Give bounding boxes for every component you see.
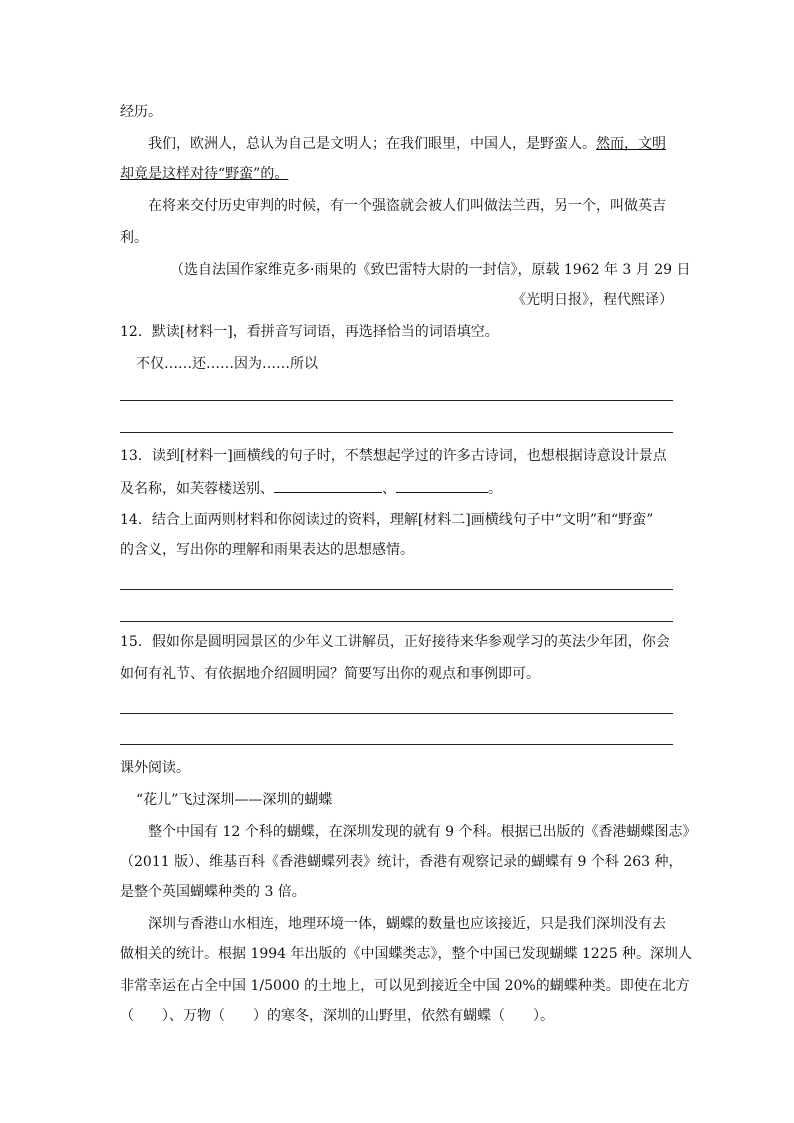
extra-paragraph-2-line-2: 做相关的统计。根据 1994 年出版的《中国蝶类志》，整个中国已发现蝴蝶 1225 种。深圳人: [120, 946, 693, 962]
answer-line-q15-2[interactable]: [120, 744, 673, 745]
material2-underlined-sentence-end: 却竟是这样对待“野蛮”的。: [120, 166, 289, 182]
material2-paragraph-1-line-1: [148, 134, 666, 154]
fill-blank-1[interactable]: [274, 478, 382, 493]
question-12-word-options: 不仅……还……因为……所以: [136, 356, 318, 372]
question-13-period: 。: [488, 481, 502, 497]
extra-reading-title: “花儿”飞过深圳——深圳的蝴蝶: [136, 792, 333, 808]
extra-paragraph-2-line-1: 深圳与香港山水相连，地理环境一体，蝴蝶的数量也应该接近，只是我们深圳没有去: [148, 916, 666, 932]
extra-reading-heading: 课外阅读。: [120, 760, 190, 776]
material2-plain-text: 我们，欧洲人，总认为自己是文明人；在我们眼里，中国人，是野蛮人。: [148, 136, 596, 152]
question-14-line-2: 的含义，写出你的理解和雨果表达的思想感情。: [120, 542, 414, 558]
answer-line-q12-1[interactable]: [120, 400, 673, 401]
extra-paragraph-1-line-3: 是整个英国蝴蝶种类的 3 倍。: [120, 884, 306, 900]
source-citation-line-2: 《光明日报》，程代熙译）: [512, 292, 673, 308]
question-13-example: 及名称，如芙蓉楼送别、: [120, 481, 274, 497]
question-13-separator: 、: [382, 481, 396, 497]
source-citation-line-1: （选自法国作家维克多·雨果的《致巴雷特大尉的一封信》，原载 1962 年 3 月 29 日: [170, 262, 691, 278]
material2-paragraph-2-line-1: 在将来交付历史审判的时候，有一个强盗就会被人们叫做法兰西，另一个，叫做英吉: [148, 198, 666, 214]
answer-line-q14-2[interactable]: [120, 621, 673, 622]
extra-paragraph-2-line-3: 非常幸运在占全中国 1/5000 的土地上，可以见到接近全中国 20%的蝴蝶种类。即使在北方: [120, 978, 690, 994]
answer-line-q14-1[interactable]: [120, 589, 673, 590]
question-15-line-2: 如何有礼节、有依据地介绍圆明园？简要写出你的观点和事例即可。: [120, 666, 540, 682]
question-14-line-1: 14．结合上面两则材料和你阅读过的资料，理解[材料二]画横线句子中“文明”和“野蛮”: [120, 512, 654, 528]
material2-underlined-sentence-start: 然而，文明: [596, 136, 666, 152]
fill-blank-2[interactable]: [396, 478, 488, 493]
question-15-line-1: 15．假如你是圆明园景区的少年义工讲解员，正好接待来华参观学习的英法少年团，你会: [120, 634, 670, 650]
answer-line-q15-1[interactable]: [120, 713, 673, 714]
extra-paragraph-1-line-2: （2011 版）、维基百科《香港蝴蝶列表》统计，香港有观察记录的蝴蝶有 9 个科 263 种，: [120, 854, 683, 870]
extra-paragraph-1-line-1: 整个中国有 12 个科的蝴蝶，在深圳发现的就有 9 个科。根据已出版的《香港蝴蝶图志》: [148, 824, 697, 840]
material2-paragraph-2-line-2: 利。: [120, 230, 148, 246]
extra-paragraph-2-line-4: （ ）、万物（ ）的寒冬，深圳的山野里，依然有蝴蝶（ ）。: [120, 1008, 554, 1024]
material2-paragraph-tail: 经历。: [120, 104, 162, 120]
question-13-line-1: 13．读到[材料一]画横线的句子时，不禁想起学过的许多古诗词，也想根据诗意设计景点: [120, 448, 667, 464]
answer-line-q12-2[interactable]: [120, 432, 673, 433]
question-12: 12．默读[材料一]，看拼音写词语，再选择恰当的词语填空。: [120, 324, 499, 340]
question-13-line-2: [120, 478, 502, 499]
